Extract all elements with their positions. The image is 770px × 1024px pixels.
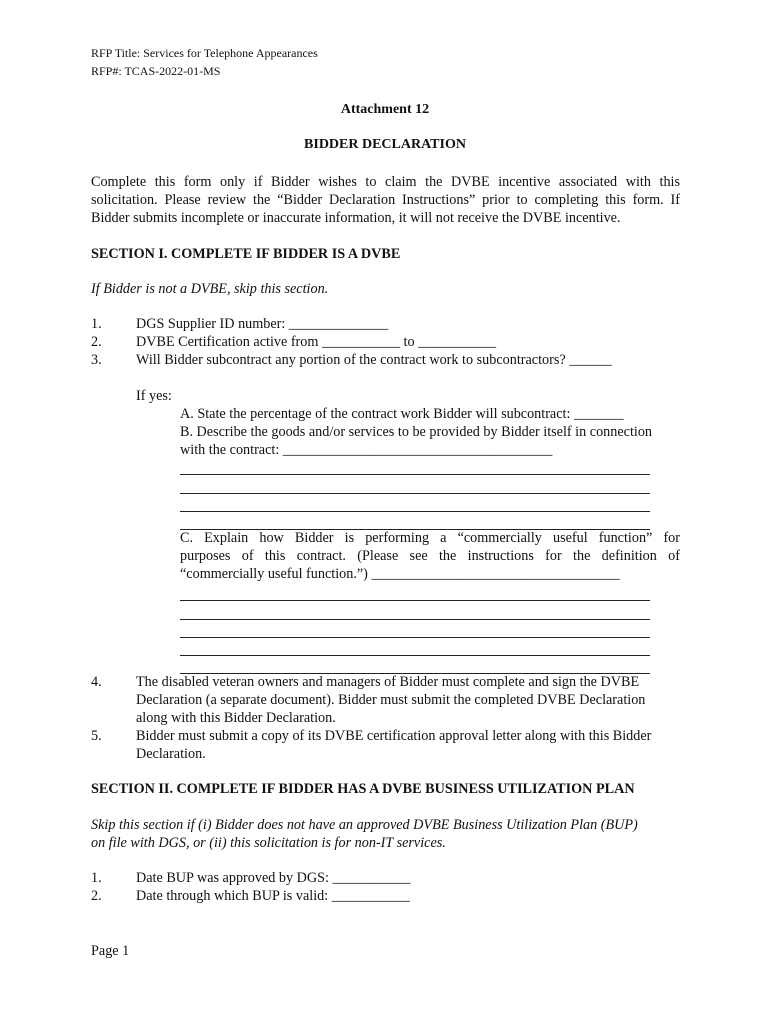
answer-line bbox=[180, 619, 650, 620]
s2-item-1-number: 1. bbox=[91, 870, 102, 886]
section-2-heading: SECTION II. COMPLETE IF BIDDER HAS A DVBE BUSINESS UTILIZATION PLAN bbox=[91, 781, 635, 797]
s1-item-5-line-2: Declaration. bbox=[136, 746, 206, 762]
s1-item-2-number: 2. bbox=[91, 334, 102, 350]
answer-line bbox=[180, 637, 650, 638]
s1-item-1-text: DGS Supplier ID number: ______________ bbox=[136, 316, 389, 332]
s1-item-4-line-1: The disabled veteran owners and managers of Bidder must complete and sign the DVBE bbox=[136, 674, 640, 690]
commercially-useful-line-2: purposes of this contract. (Please see the instructions for the definition of bbox=[180, 548, 680, 564]
document-title: BIDDER DECLARATION bbox=[304, 137, 466, 152]
s1-item-5-number: 5. bbox=[91, 728, 102, 744]
attachment-label: Attachment 12 bbox=[340, 102, 430, 117]
rfp-title: RFP Title: Services for Telephone Appearances bbox=[91, 46, 318, 60]
intro-line-3: Bidder submits incomplete or inaccurate information, it will not receive the DVBE incentive. bbox=[91, 210, 621, 226]
goods-services-line-2: with the contract: ______________________________________ bbox=[180, 442, 553, 458]
s1-item-1-number: 1. bbox=[91, 316, 102, 332]
s1-item-3-number: 3. bbox=[91, 352, 102, 368]
bup-valid-date-field: Date through which BUP is valid: ___________ bbox=[136, 888, 410, 904]
answer-line bbox=[180, 655, 650, 656]
section-2-note-line-1: Skip this section if (i) Bidder does not have an approved DVBE Business Utilization Plan (BUP) bbox=[91, 817, 638, 833]
s1-item-5-line-1: Bidder must submit a copy of its DVBE certification approval letter along with this Bidder bbox=[136, 728, 652, 744]
page-number: Page 1 bbox=[91, 943, 130, 959]
section-1-note: If Bidder is not a DVBE, skip this section. bbox=[91, 281, 329, 297]
commercially-useful-line-1: C. Explain how Bidder is performing a “commercially useful function” for bbox=[180, 530, 680, 546]
commercially-useful-line-3: “commercially useful function.”) ___________________________________ bbox=[180, 566, 620, 582]
subcontract-percentage-field: A. State the percentage of the contract work Bidder will subcontract: _______ bbox=[180, 406, 624, 422]
bup-approved-date-field: Date BUP was approved by DGS: ___________ bbox=[136, 870, 411, 886]
section-1-heading: SECTION I. COMPLETE IF BIDDER IS A DVBE bbox=[91, 246, 401, 262]
answer-line bbox=[180, 600, 650, 601]
section-2-note-line-2: on file with DGS, or (ii) this solicitation is for non-IT services. bbox=[91, 835, 446, 851]
s1-item-4-number: 4. bbox=[91, 674, 102, 690]
intro-line-2: solicitation. Please review the “Bidder Declaration Instructions” prior to completing this form. If bbox=[91, 192, 680, 208]
s1-item-2-text: DVBE Certification active from ___________ to ___________ bbox=[136, 334, 497, 350]
s1-item-4-line-2: Declaration (a separate document). Bidder must submit the completed DVBE Declaration bbox=[136, 692, 646, 708]
answer-line bbox=[180, 493, 650, 494]
answer-line bbox=[180, 511, 650, 512]
s1-item-3-text: Will Bidder subcontract any portion of the contract work to subcontractors? ______ bbox=[136, 352, 612, 368]
s1-item-4-line-3: along with this Bidder Declaration. bbox=[136, 710, 336, 726]
rfp-number: RFP#: TCAS-2022-01-MS bbox=[91, 64, 221, 78]
intro-line-1: Complete this form only if Bidder wishes to claim the DVBE incentive associated with this bbox=[91, 174, 680, 190]
goods-services-line-1: B. Describe the goods and/or services to be provided by Bidder itself in connection bbox=[180, 424, 653, 440]
answer-line bbox=[180, 474, 650, 475]
s2-item-2-number: 2. bbox=[91, 888, 102, 904]
if-yes-label: If yes: bbox=[136, 388, 172, 404]
